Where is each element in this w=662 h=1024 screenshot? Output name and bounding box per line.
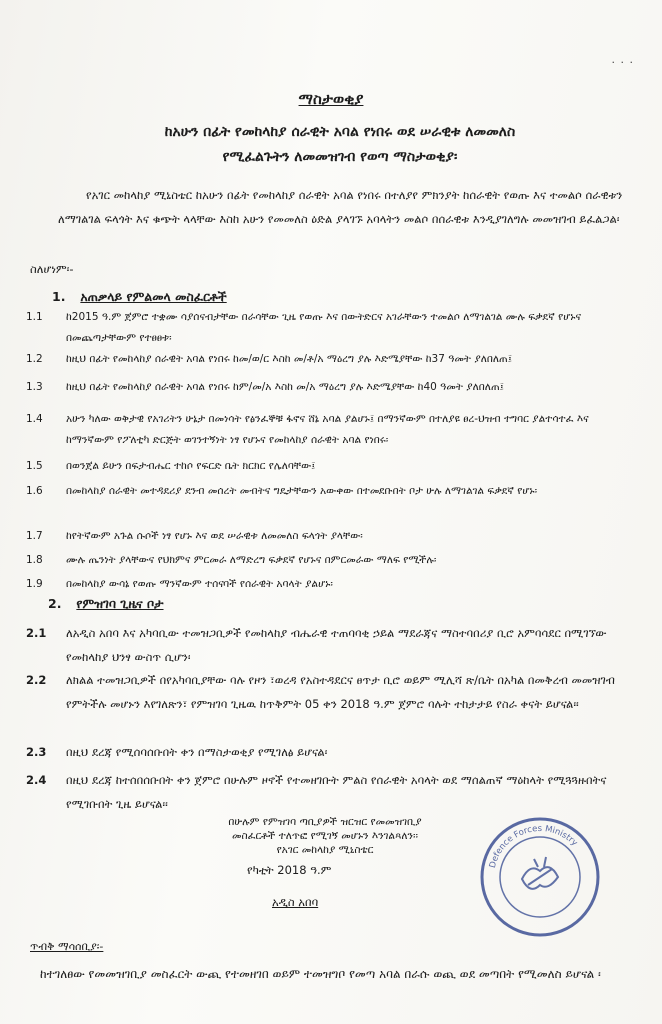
list-item: [26, 768, 636, 816]
subject-line-1: ከአሁን በፊት የመከላከያ ሰራዊት አባል የነበሩ ወደ ሠራዊቱ ለመመለስ: [164, 124, 516, 140]
list-item-text: ከዚህ በፊት የመከላከያ ሰራዊት አባል የነበሩ ከም/መ/አ እስከ መ/አ ማዕረግ ያሉ እድሜያቸው ከ40 ዓመት ያለበለጠ፤: [66, 381, 504, 393]
list-item-number: 1.4: [26, 413, 43, 425]
subject-line-2: የሚፈልጉትን ለመመዝገብ የወጣ ማስታወቂያ፡: [222, 149, 458, 165]
list-item-number: 1.3: [26, 381, 43, 393]
list-item-number: 1.6: [26, 485, 43, 497]
list-item-text: ሙሉ ጤንነት ያላቸውና የህክምና ምርመራ ለማድረግ ፍቃደኛ የሆኑና በምርመራው ማለፍ የሚችሉ፡: [66, 554, 437, 566]
list-item: [26, 668, 636, 716]
list-item-text: ከየትኛውም አጉል ሱሶች ነፃ የሆኑ እና ወደ ሠራዊቱ ለመመለስ ፍላጎት ያላቸው፡: [66, 530, 363, 542]
list-item: [26, 550, 636, 571]
list-item-number: 2.2: [26, 673, 47, 687]
list-item: [26, 481, 636, 502]
list-item-text: ከዚህ በፊት የመከላከያ ሰራዊት አባል የነበሩ ከመ/ወ/ር እስከ መ/ቶ/አ ማዕረግ ያሉ እድሜያቸው ከ37 ዓመት ያለበለጠ፤: [66, 353, 513, 365]
list-item-number: 1.1: [26, 311, 43, 323]
list-item-text: በመከላከያ ሰራዊት መተዳደሪያ ደንብ መሰረት መብትና ግዴታቸውን አውቀው በተመደቡበት ቦታ ሁሉ ለማገልገል ፍቃደኛ የሆኑ፡: [66, 485, 538, 497]
intro-paragraph: የአገር መከላከያ ሚኒስቴር ከአሁን በፊት የመከላከያ ሰራዊት አባል የነበሩ በተለያየ ምክንያት ከሰራዊት የወጡ እና ተመልሶ ሰራዊቱን ለማገልገል ፍላጎት እና ቁጭት ላላቸው እስከ አሁን የመመለስ ዕድል ያላገኙ አባላትን መልሶ በሰራዊቱ እንዲያገለግሉ መመዝገብ ይፈልጋል፡: [58, 188, 623, 226]
list-item-text: በመከላከያ ውሳኔ የወጡ ማንኛውም ተሰናባች የሰራዊት አባላት ያልሆኑ፡: [66, 578, 333, 590]
closing-line-2: መስፈርቶች ተለጥፎ የሚገኝ መሆኑን እንገልጻለን፡፡: [231, 830, 418, 842]
closing-line-3: የአገር መከላከያ ሚኒስቴር: [276, 844, 374, 856]
list-item: [26, 456, 636, 477]
list-item-text: በዚህ ደረጃ የሚሰባሰቡበት ቀን በማስታወቂያ የሚገለፅ ይሆናል፡: [66, 745, 328, 759]
section-2-title: የምዝገባ ጊዜና ቦታ: [76, 596, 164, 611]
list-item: [26, 377, 636, 398]
list-item-number: 2.1: [26, 626, 47, 640]
section-1-title: አጠቃላይ የምልመላ መስፈርቶች: [80, 289, 227, 304]
list-item-number: 2.3: [26, 745, 47, 759]
list-item: [26, 740, 636, 764]
list-item-text: በወንጀል ይሁን በፍታብሔር ተከሶ የፍርድ ቤት ክርክር የሌለባቸው፤: [66, 460, 316, 472]
list-item-text: ለክልል ተመዝጋቢዎች በየአካባቢያቸው ባሉ የዞን ፣ወረዳ የአስተዳደርና ፀጥታ ቢሮ ወይም ሚሊሻ ጽ/ቤት በአካል በመቅረብ መመዝገብ የምትችሉ መሆኑን እየገለጽን፣ የምዝገባ ጊዜዉ ከጥቅምት 05 ቀን 2018 ዓ.ም ጀምሮ ባሉት ተከታታይ የስራ ቀናት ይሆናል፡፡: [66, 673, 615, 711]
list-item-number: 1.2: [26, 353, 43, 365]
list-item-text: ለአዲስ አበባ እና አካባቢው ተመዝጋቢዎች የመከላከያ ብሔራዊ ተጠባባቂ ኃይል ማደራጃና ማስተባበሪያ ቢሮ አምባሳደር በሚገኘው የመከላከያ ህንፃ ውስጥ ሲሆን፡: [66, 626, 607, 664]
section-2-heading: [48, 596, 164, 612]
lead-text: ስለሆነም፡-: [30, 262, 74, 276]
list-item: [26, 526, 636, 547]
stamp-text: Defence Forces Ministry: [487, 823, 580, 870]
list-item-number: 1.7: [26, 530, 43, 542]
note-title: ጥብቅ ማሳሰቢያ፡-: [30, 940, 104, 953]
list-item: [26, 349, 636, 370]
stamp-emblem: [522, 857, 558, 889]
document-place: አዲስ አበባ: [272, 895, 319, 909]
list-item-text: አሁን ካለው ወቅታዊ የአገሪትን ሁኔታ በመነሳት የፅንፈኞቹ ፋኖና ሸኔ አባል ያልሆኑ፤ በማንኛውም በተለያዩ ፀረ-ህዝብ ተግባር ያልተሳተፈ እና ከማንኛውም የፖለቲካ ድርጅት ወገንተኝነት ነፃ የሆኑና የመከላከያ ሰራዊት አባል የነበሩ፡: [66, 413, 589, 446]
note-body: ከተገለፀው የመመዝገቢያ መስፈርት ውጪ የተመዘገበ ወይም ተመዝግቦ የመጣ አባል በራሱ ወጪ ወደ መጣበት የሚመለስ ይሆናል ፡: [40, 967, 601, 981]
document-date: የካቲት 2018 ዓ.ም: [247, 863, 332, 877]
official-stamp: [478, 815, 602, 939]
list-item-text: በዚህ ደረጃ ከተሰበሰቡበት ቀን ጀምሮ በሁሉም ዞኖች የተመዘገቡት ምልስ የሰራዊት አባላት ወደ ማሰልጠኛ ማዕከላት የሚጓጓዙበትና የሚገቡበት ጊዜ ይሆናል፡፡: [66, 773, 607, 811]
section-1-heading: [52, 289, 227, 305]
list-item: [26, 574, 636, 595]
subject-heading: [60, 120, 620, 170]
list-item-number: 2.4: [26, 773, 47, 787]
list-item: [26, 307, 636, 349]
section-1-number: 1.: [52, 289, 66, 304]
list-item: [26, 621, 636, 669]
closing-line-1: በሁሉም የምዝገባ ጣቢያዎች ዝርዝር የመመዝገቢያ: [228, 816, 422, 828]
list-item-text: ከ2015 ዓ.ም ጀምሮ ተቋሙ ሳያሰናብታቸው በራሳቸው ጊዜ የወጡ እና በውትድርና አገራቸውን ተመልሶ ለማገልገል ሙሉ ፍቃደኛ የሆኑና በመጨጣታቸውም የተፀፀቱ፡: [66, 311, 582, 344]
section-2-number: 2.: [48, 596, 62, 611]
list-item-number: 1.9: [26, 578, 43, 590]
list-item: [26, 409, 636, 451]
closing-statement: [160, 815, 490, 857]
list-item-number: 1.5: [26, 460, 43, 472]
top-mark: · · ·: [611, 56, 634, 69]
page-title: ማስታወቂያ: [298, 90, 364, 108]
list-item-number: 1.8: [26, 554, 43, 566]
